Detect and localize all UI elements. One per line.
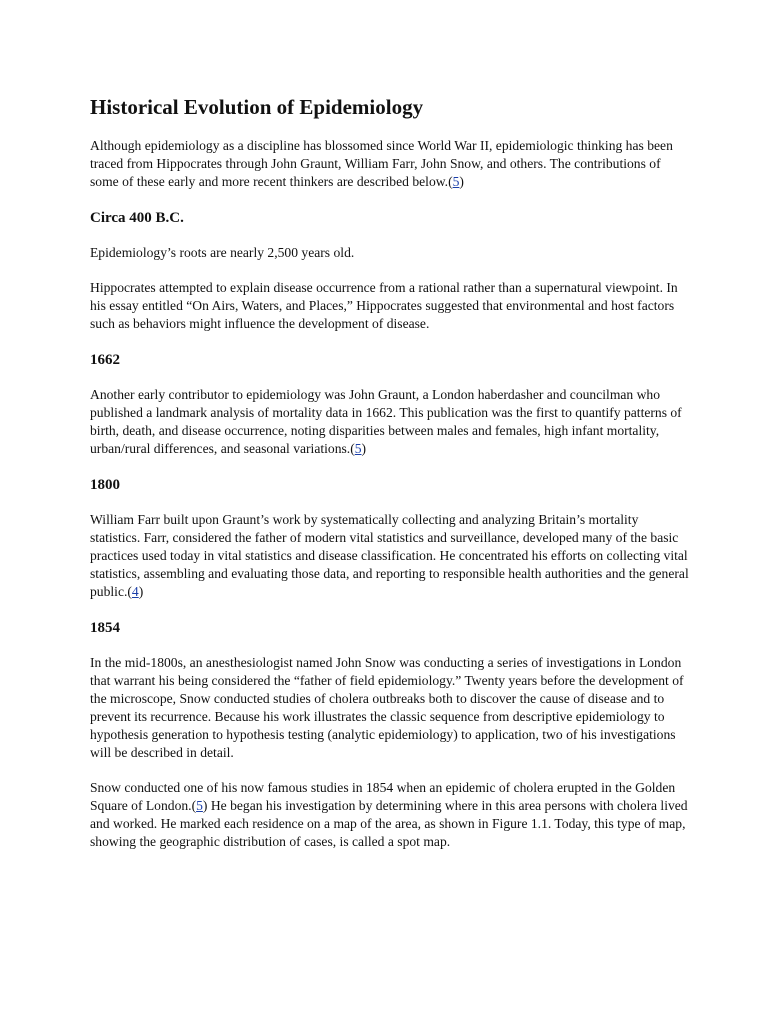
document-page bbox=[90, 94, 690, 868]
intro-paragraph: Although epidemiology as a discipline has blossomed since World War II, epidemiologic thinking has been traced from Hippocrates through John Graunt, William Farr, John Snow, and others. The contributions of some of these early and more recent thinkers are described below.(5) bbox=[90, 138, 673, 189]
reference-link-5[interactable]: 5 bbox=[354, 441, 362, 456]
reference-link-5[interactable]: 5 bbox=[452, 174, 460, 189]
page-title: Historical Evolution of Epidemiology bbox=[90, 95, 424, 119]
reference-link-4[interactable]: 4 bbox=[131, 584, 139, 599]
paragraph-graunt: Another early contributor to epidemiology was John Graunt, a London haberdasher and councilman who published a landmark analysis of mortality data in 1662. This publication was the first to quantify patterns of birth, death, and disease occurrence, noting disparities between males and females, high infant mortality, urban/rural differences, and seasonal variations.(5) bbox=[90, 387, 682, 456]
section-heading-1662: 1662 bbox=[90, 352, 120, 368]
section-heading-circa-400bc: Circa 400 B.C. bbox=[90, 210, 184, 226]
section-heading-1854: 1854 bbox=[90, 620, 120, 636]
paragraph-farr: William Farr built upon Graunt’s work by systematically collecting and analyzing Britain’s mortality statistics. Farr, considered the father of modern vital statistics and surveillance, developed many of the basic practices used today in vital statistics and disease classification. He concentrated his efforts on collecting vital statistics, assembling and evaluating those data, and reporting to responsible health authorities and the general public.(4) bbox=[90, 512, 689, 599]
paragraph-snow-intro: In the mid-1800s, an anesthesiologist named John Snow was conducting a series of investigations in London that warrant his being considered the “father of field epidemiology.” Twenty years before the development of the microscope, Snow conducted studies of cholera outbreaks both to discover the cause of disease and to prevent its recurrence. Because his work illustrates the classic sequence from descriptive epidemiology to hypothesis generation to hypothesis testing (analytic epidemiology) to application, two of his investigations will be described in detail. bbox=[90, 655, 684, 760]
reference-link-5[interactable]: 5 bbox=[196, 798, 203, 813]
section-heading-1800: 1800 bbox=[90, 477, 120, 493]
paragraph-hippocrates: Hippocrates attempted to explain disease occurrence from a rational rather than a supernatural viewpoint. In his essay entitled “On Airs, Waters, and Places,” Hippocrates suggested that environmental and host factors such as behaviors might influence the development of disease. bbox=[90, 280, 678, 331]
paragraph-snow-study: Snow conducted one of his now famous studies in 1854 when an epidemic of cholera erupted in the Golden Square of London.(5) He began his investigation by determining where in this area persons with cholera lived and worked. He marked each residence on a map of the area, as shown in Figure 1.1. Today, this type of map, showing the geographic distribution of cases, is called a spot map. bbox=[90, 780, 688, 849]
paragraph-roots: Epidemiology’s roots are nearly 2,500 years old. bbox=[90, 245, 355, 260]
